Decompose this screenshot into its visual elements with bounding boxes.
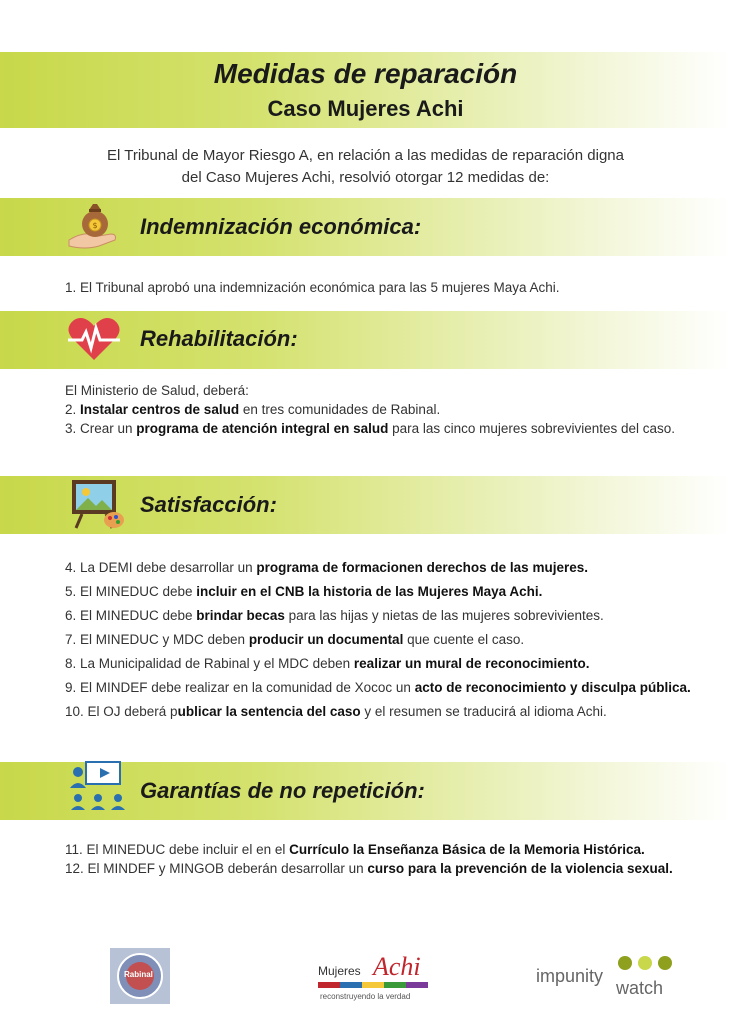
rabinal-logo: [110, 948, 170, 1004]
page-title: Medidas de reparación: [213, 58, 518, 89]
impunity-watch-dots-icon: [616, 954, 676, 972]
mujeres-achi-logo-b: Achi: [373, 952, 421, 981]
easel-painting-icon: [70, 478, 126, 537]
list-item: 8. La Municipalidad de Rabinal y el MDC deben realizar un mural de reconocimiento.: [65, 656, 590, 671]
mujeres-achi-tagline: reconstruyendo la verdad: [320, 992, 411, 1001]
heart-pulse-icon: [66, 314, 122, 369]
section-title-satisfaccion: Satisfacción:: [140, 492, 277, 517]
classroom-presentation-icon: [66, 760, 130, 823]
section-indemnizacion-body: [65, 278, 705, 297]
list-item: 4. La DEMI debe desarrollar un programa de formacionen derechos de las mujeres.: [65, 560, 588, 575]
list-item: 3. Crear un programa de atención integral en salud para las cinco mujeres sobrevivientes del caso.: [65, 421, 675, 436]
svg-text:$: $: [92, 221, 98, 230]
impunity-watch-logo-a: impunity: [536, 966, 604, 986]
page-subtitle: Caso Mujeres Achi: [267, 96, 464, 121]
section-garantias-body: [65, 840, 705, 878]
list-item: 2. Instalar centros de salud en tres comunidades de Rabinal.: [65, 402, 441, 417]
impunity-watch-logo: [536, 954, 686, 1004]
section-lead: El Ministerio de Salud, deberá:: [65, 383, 249, 398]
intro-text: [40, 145, 691, 189]
mujeres-achi-logo: [318, 952, 428, 1008]
list-item: 5. El MINEDUC debe incluir en el CNB la historia de las Mujeres Maya Achi.: [65, 584, 543, 599]
intro-line-2: del Caso Mujeres Achi, resolvió otorgar 12 medidas de:: [181, 169, 550, 186]
mujeres-achi-logo-a: Mujeres: [318, 964, 361, 978]
list-item: 10. El OJ deberá publicar la sentencia del caso y el resumen se traducirá al idioma Achi.: [65, 704, 607, 719]
money-bag-hand-icon: [65, 200, 125, 259]
impunity-watch-logo-b: watch: [616, 978, 664, 998]
list-item: 6. El MINEDUC debe brindar becas para las hijas y nietas de las mujeres sobrevivientes.: [65, 608, 604, 623]
list-item: 9. El MINDEF debe realizar en la comunidad de Xococ un acto de reconocimiento y disculpa pública.: [65, 680, 691, 695]
section-title-rehabilitacion: Rehabilitación:: [140, 326, 298, 351]
section-rehabilitacion-body: [65, 381, 705, 438]
intro-line-1: El Tribunal de Mayor Riesgo A, en relación a las medidas de reparación digna: [107, 147, 624, 164]
list-item: 1. El Tribunal aprobó una indemnización económica para las 5 mujeres Maya Achi.: [65, 280, 560, 295]
section-title-garantias: Garantías de no repetición:: [140, 778, 425, 803]
list-item: 7. El MINEDUC y MDC deben producir un documental que cuente el caso.: [65, 632, 525, 647]
rabinal-logo-text: Rabinal: [124, 970, 153, 979]
section-satisfaccion-body: [65, 556, 705, 724]
list-item: 12. El MINDEF y MINGOB deberán desarrollar un curso para la prevención de la violencia sexual.: [65, 861, 673, 876]
list-item: 11. El MINEDUC debe incluir el en el Currículo la Enseñanza Básica de la Memoria Histórica.: [65, 842, 645, 857]
mujeres-achi-stripe: [318, 982, 428, 988]
section-title-indemnizacion: Indemnización económica:: [140, 214, 422, 239]
